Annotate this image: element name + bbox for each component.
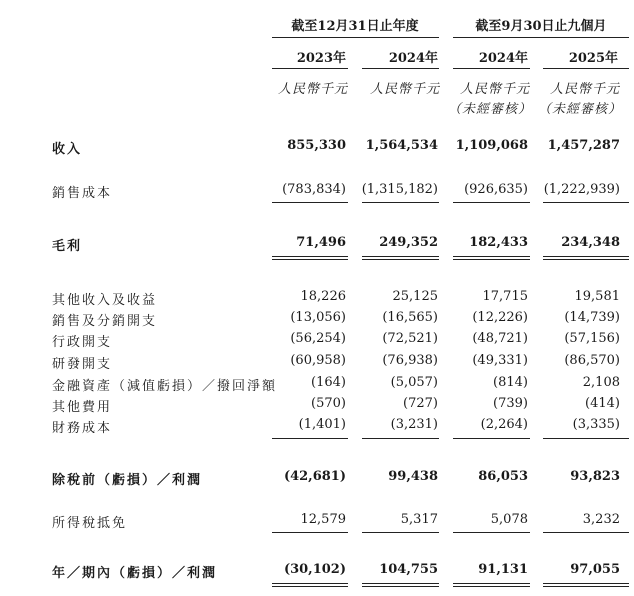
double-rule xyxy=(272,259,348,260)
table-cell: 12,579 xyxy=(300,512,346,527)
column-year: 2024年 xyxy=(478,51,528,66)
subtotal-rule xyxy=(362,202,439,203)
subtotal-rule xyxy=(543,532,629,533)
double-rule xyxy=(272,256,348,257)
subtotal-rule xyxy=(362,438,439,439)
table-cell: (783,834) xyxy=(282,182,346,197)
table-cell: (56,254) xyxy=(290,331,346,346)
row-label: 行政開支 xyxy=(52,335,113,350)
double-rule xyxy=(272,586,348,587)
table-cell: (926,635) xyxy=(464,182,528,197)
table-cell: (13,056) xyxy=(290,310,346,325)
column-year: 2023年 xyxy=(296,51,346,66)
table-cell: 91,131 xyxy=(478,562,528,577)
table-cell: 855,330 xyxy=(287,138,346,153)
year-underline xyxy=(362,68,439,69)
period-underline xyxy=(272,37,439,38)
table-cell: (570) xyxy=(311,396,346,411)
table-cell: 182,433 xyxy=(469,235,528,250)
table-cell: (814) xyxy=(493,375,528,390)
table-cell: (5,057) xyxy=(390,375,438,390)
row-label: 銷售成本 xyxy=(52,186,113,201)
table-cell: 17,715 xyxy=(482,289,528,304)
double-rule xyxy=(362,256,439,257)
table-cell: (49,331) xyxy=(472,353,528,368)
subtotal-rule xyxy=(362,532,439,533)
table-cell: (414) xyxy=(585,396,620,411)
double-rule xyxy=(362,583,439,584)
column-unit: 人民幣千元 xyxy=(277,82,348,97)
table-cell: (60,958) xyxy=(290,353,346,368)
table-cell: (72,521) xyxy=(382,331,438,346)
double-rule xyxy=(453,256,530,257)
table-cell: 93,823 xyxy=(570,469,620,484)
column-year: 2025年 xyxy=(568,51,618,66)
column-unit: 人民幣千元 xyxy=(459,82,530,97)
table-cell: (16,565) xyxy=(382,310,438,325)
table-cell: (14,739) xyxy=(564,310,620,325)
table-cell: 249,352 xyxy=(379,235,438,250)
table-cell: 5,317 xyxy=(400,512,438,527)
subtotal-rule xyxy=(453,202,530,203)
year-underline xyxy=(453,68,530,69)
subtotal-rule xyxy=(453,532,530,533)
row-label: 所得稅抵免 xyxy=(52,516,128,531)
table-cell: (3,335) xyxy=(572,417,620,432)
double-rule xyxy=(453,259,530,260)
table-cell: 234,348 xyxy=(561,235,620,250)
table-cell: 19,581 xyxy=(574,289,620,304)
row-label: 毛利 xyxy=(52,239,83,254)
table-cell: 86,053 xyxy=(478,469,528,484)
row-label: 銷售及分銷開支 xyxy=(52,314,158,329)
double-rule xyxy=(362,586,439,587)
table-cell: (48,721) xyxy=(472,331,528,346)
double-rule xyxy=(453,583,530,584)
table-cell: (57,156) xyxy=(564,331,620,346)
table-cell: (1,315,182) xyxy=(361,182,438,197)
subtotal-rule xyxy=(543,202,629,203)
column-unit: 人民幣千元 xyxy=(369,82,440,97)
table-cell: 2,108 xyxy=(582,375,620,390)
table-cell: 104,755 xyxy=(379,562,438,577)
row-label: 研發開支 xyxy=(52,357,113,372)
double-rule xyxy=(543,256,629,257)
double-rule xyxy=(543,586,629,587)
table-cell: 18,226 xyxy=(300,289,346,304)
table-cell: (727) xyxy=(403,396,438,411)
table-cell: (42,681) xyxy=(283,469,346,484)
period-underline xyxy=(453,37,629,38)
table-cell: (2,264) xyxy=(480,417,528,432)
column-unit-note: （未經審核） xyxy=(537,102,622,117)
table-cell: (3,231) xyxy=(390,417,438,432)
column-year: 2024年 xyxy=(388,51,438,66)
table-cell: 1,564,534 xyxy=(365,138,438,153)
table-cell: (12,226) xyxy=(472,310,528,325)
row-label: 收入 xyxy=(52,142,83,157)
period-header-year: 截至12月31日止年度 xyxy=(291,19,419,34)
row-label: 除稅前（虧損）／利潤 xyxy=(52,473,203,488)
year-underline xyxy=(272,68,348,69)
table-cell: 1,457,287 xyxy=(547,138,620,153)
double-rule xyxy=(543,259,629,260)
row-label: 金融資產（減值虧損）／撥回淨額 xyxy=(52,379,278,394)
column-unit-note: （未經審核） xyxy=(447,102,532,117)
table-cell: (739) xyxy=(493,396,528,411)
table-cell: (30,102) xyxy=(283,562,346,577)
table-cell: 5,078 xyxy=(490,512,528,527)
table-cell: 3,232 xyxy=(582,512,620,527)
row-label: 年／期內（虧損）／利潤 xyxy=(52,566,218,581)
double-rule xyxy=(453,586,530,587)
period-header-nine-months: 截至9月30日止九個月 xyxy=(475,19,607,34)
row-label: 其他費用 xyxy=(52,400,113,415)
row-label: 財務成本 xyxy=(52,421,113,436)
subtotal-rule xyxy=(272,438,348,439)
subtotal-rule xyxy=(543,438,629,439)
subtotal-rule xyxy=(272,202,348,203)
double-rule xyxy=(543,583,629,584)
table-cell: (1,222,939) xyxy=(543,182,620,197)
table-cell: 1,109,068 xyxy=(455,138,528,153)
table-cell: (76,938) xyxy=(382,353,438,368)
row-label: 其他收入及收益 xyxy=(52,293,158,308)
subtotal-rule xyxy=(272,532,348,533)
double-rule xyxy=(272,583,348,584)
table-cell: 97,055 xyxy=(570,562,620,577)
double-rule xyxy=(362,259,439,260)
table-cell: 25,125 xyxy=(392,289,438,304)
table-cell: (164) xyxy=(311,375,346,390)
table-cell: 71,496 xyxy=(296,235,346,250)
table-cell: 99,438 xyxy=(388,469,438,484)
subtotal-rule xyxy=(453,438,530,439)
year-underline xyxy=(543,68,629,69)
column-unit: 人民幣千元 xyxy=(549,82,620,97)
table-cell: (86,570) xyxy=(564,353,620,368)
table-cell: (1,401) xyxy=(298,417,346,432)
